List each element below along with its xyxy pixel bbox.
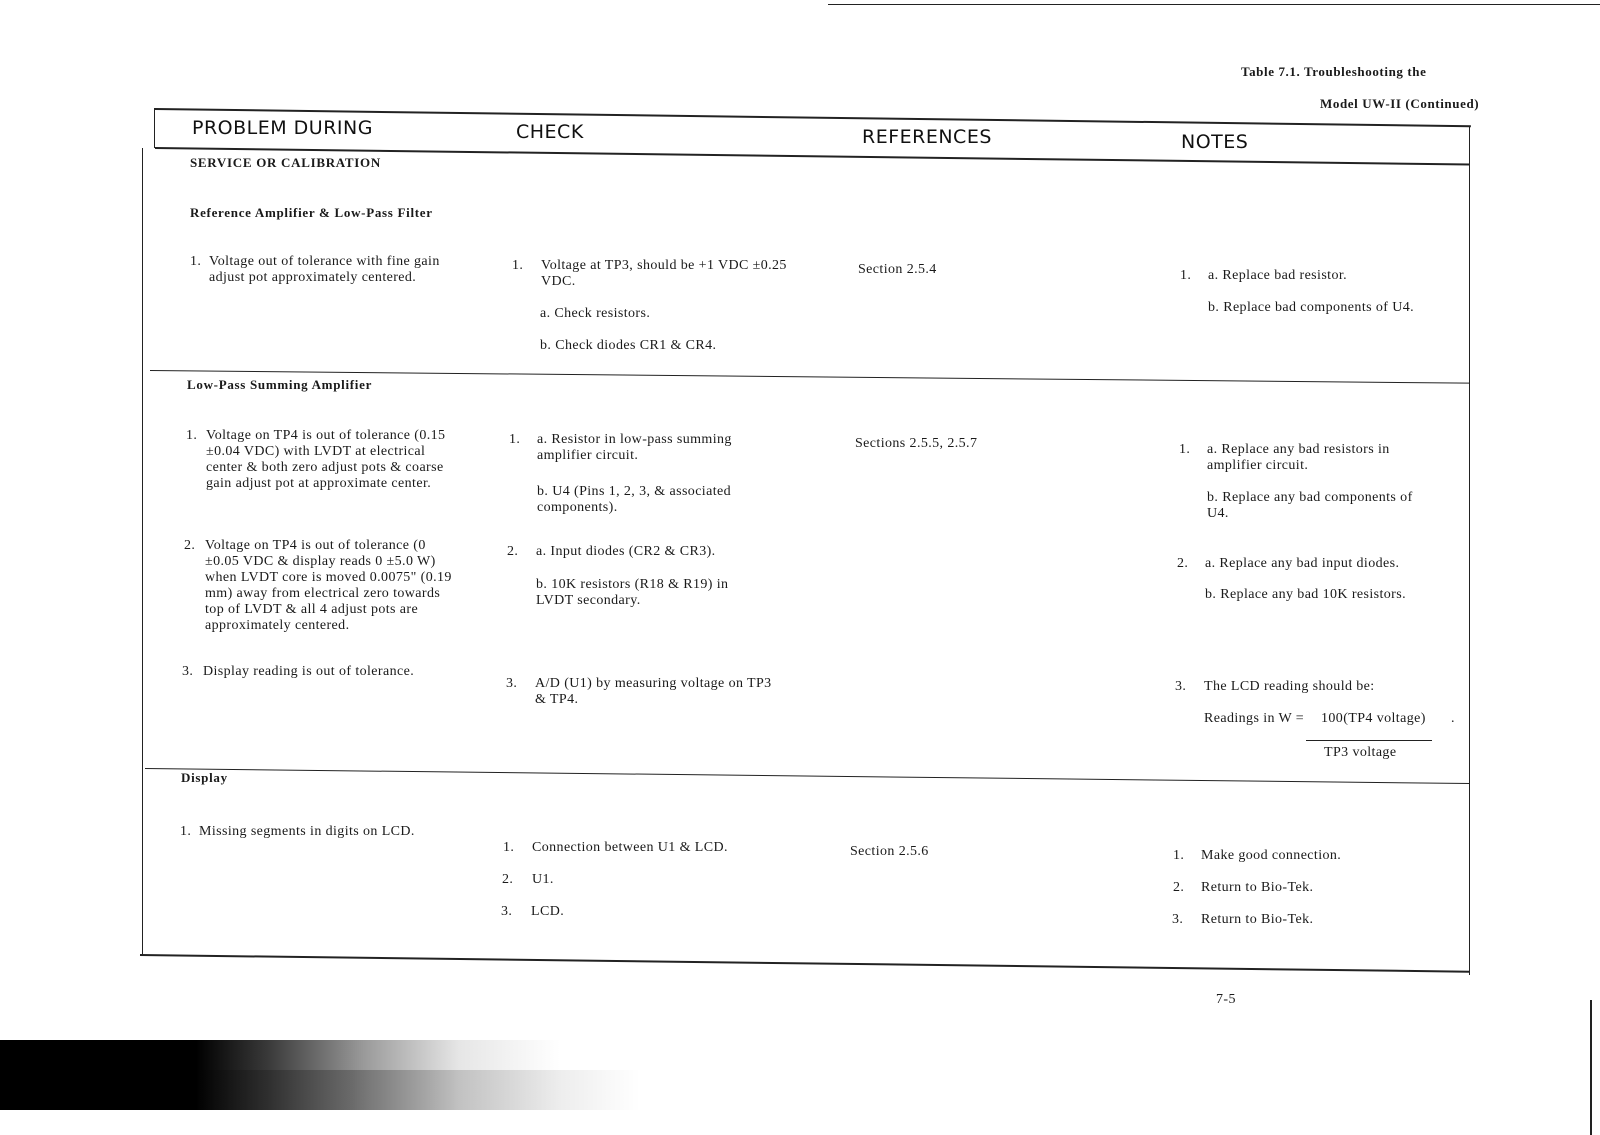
check-text: U1. xyxy=(532,872,554,887)
check-text: LCD. xyxy=(531,904,565,919)
header-references: REFERENCES xyxy=(862,126,992,148)
check-subitem: b. U4 (Pins 1, 2, 3, & associated components). xyxy=(537,484,732,515)
table-bottom-border xyxy=(140,954,1470,973)
table-right-border xyxy=(1469,127,1470,975)
note-text: a. Replace any bad input diodes. xyxy=(1205,556,1400,571)
service-or-calibration-label: SERVICE OR CALIBRATION xyxy=(190,155,381,170)
problem-text: Voltage on TP4 is out of tolerance (0.15 ±0.04 VDC) with LVDT at electrical center & both zero adjust pots & coarse gain adjust pot at approximate center. xyxy=(206,428,446,491)
formula-numerator: 100(TP4 voltage) xyxy=(1321,711,1426,726)
problem-number: 2. xyxy=(184,538,196,553)
problem-number: 1. xyxy=(186,428,198,443)
problem-text: Voltage out of tolerance with fine gain adjust pot approximately centered. xyxy=(209,254,440,285)
check-text: Connection between U1 & LCD. xyxy=(532,840,728,855)
check-number: 1. xyxy=(503,840,515,855)
check-number: 3. xyxy=(506,676,518,691)
section-divider-2 xyxy=(145,768,1470,784)
check-number: 3. xyxy=(501,904,513,919)
problem-number: 1. xyxy=(180,824,192,839)
header-notes: NOTES xyxy=(1181,131,1249,153)
note-number: 1. xyxy=(1173,848,1185,863)
check-text: Voltage at TP3, should be +1 VDC ±0.25 VDC. xyxy=(541,258,787,289)
note-text: The LCD reading should be: xyxy=(1204,679,1375,694)
reference-text: Section 2.5.4 xyxy=(858,262,937,277)
formula-fraction-bar xyxy=(1306,740,1432,741)
check-subitem: b. 10K resistors (R18 & R19) in LVDT secondary. xyxy=(536,577,729,608)
section-title-display: Display xyxy=(181,770,228,785)
scan-edge-shadow-fade xyxy=(0,1070,640,1110)
note-number: 3. xyxy=(1172,912,1184,927)
note-text: a. Replace bad resistor. xyxy=(1208,268,1348,283)
table-left-border-lower xyxy=(142,148,143,956)
problem-text: Voltage on TP4 is out of tolerance (0 ±0.05 VDC & display reads 0 ±5.0 W) when LVDT core is moved 0.0075" (0.19 mm) away from electrical zero towards top of LVDT & all 4 adjust pots are approximately centered. xyxy=(205,538,452,633)
formula-trailing: . xyxy=(1451,711,1455,726)
note-text: Return to Bio-Tek. xyxy=(1201,880,1314,895)
formula-lhs: Readings in W = xyxy=(1204,711,1305,726)
note-subitem: b. Replace any bad 10K resistors. xyxy=(1205,587,1406,602)
table-left-border xyxy=(154,108,155,148)
section-title-low-pass-summing: Low-Pass Summing Amplifier xyxy=(187,377,373,392)
note-text: Make good connection. xyxy=(1201,848,1342,863)
problem-number: 1. xyxy=(190,254,202,269)
check-subitem: b. Check diodes CR1 & CR4. xyxy=(540,338,717,353)
note-subitem: b. Replace bad components of U4. xyxy=(1208,300,1415,315)
table-caption-line1: Table 7.1. Troubleshooting the xyxy=(1241,64,1427,79)
note-number: 2. xyxy=(1173,880,1185,895)
note-number: 3. xyxy=(1175,679,1187,694)
check-number: 2. xyxy=(502,872,514,887)
reference-text: Sections 2.5.5, 2.5.7 xyxy=(855,436,978,451)
note-subitem: b. Replace any bad components of U4. xyxy=(1207,490,1413,521)
table-caption-line2: Model UW-II (Continued) xyxy=(1320,96,1480,111)
problem-number: 3. xyxy=(182,664,194,679)
check-number: 1. xyxy=(509,432,521,447)
reference-text: Section 2.5.6 xyxy=(850,844,929,859)
header-check: CHECK xyxy=(516,121,584,143)
note-text: Return to Bio-Tek. xyxy=(1201,912,1314,927)
note-number: 2. xyxy=(1177,556,1189,571)
check-number: 2. xyxy=(507,544,519,559)
scan-right-edge xyxy=(1590,1000,1592,1135)
formula-denominator: TP3 voltage xyxy=(1324,745,1397,760)
check-text: a. Input diodes (CR2 & CR3). xyxy=(536,544,716,559)
note-number: 1. xyxy=(1179,442,1191,457)
check-text: a. Resistor in low-pass summing amplifier circuit. xyxy=(537,432,732,463)
section-title-reference-amplifier: Reference Amplifier & Low-Pass Filter xyxy=(190,205,433,220)
check-subitem: a. Check resistors. xyxy=(540,306,651,321)
note-text: a. Replace any bad resistors in amplifier circuit. xyxy=(1207,442,1390,473)
note-number: 1. xyxy=(1180,268,1192,283)
top-edge-line xyxy=(828,4,1600,5)
header-problem: PROBLEM DURING xyxy=(192,117,373,139)
check-text: A/D (U1) by measuring voltage on TP3 & TP4. xyxy=(535,676,772,707)
check-number: 1. xyxy=(512,258,524,273)
problem-text: Display reading is out of tolerance. xyxy=(203,664,415,679)
problem-text: Missing segments in digits on LCD. xyxy=(199,824,415,839)
page-number: 7-5 xyxy=(1216,992,1236,1007)
